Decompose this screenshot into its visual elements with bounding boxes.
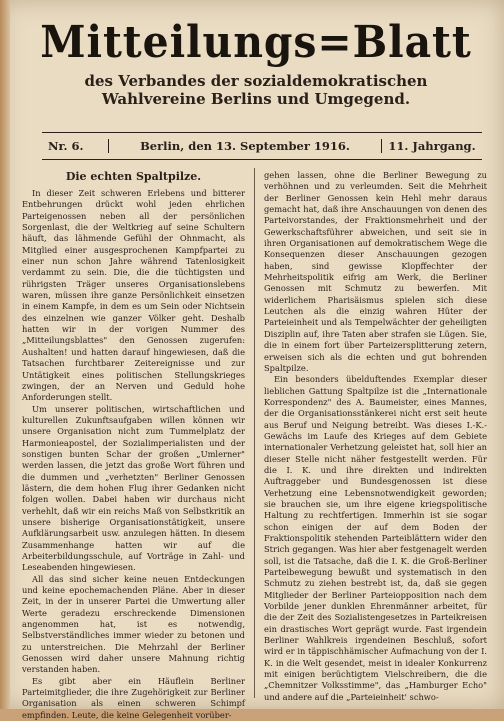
- masthead: [18, 18, 494, 108]
- issue-number: Nr. 6.: [48, 138, 84, 153]
- article-paragraph: In dieser Zeit schweren Erlebens und bitterer Entbehrungen drückt wohl jeden ehrlichen Parteigenossen neben all der persönlichen Sorgenlast, die der Weltkrieg auf seine Schultern häuft, das lähmende Gefühl der Ohnmacht, als Mitglied einer ausgesprochenen Kampfpartei zu einer nun schon Jahre während Tatenlosigkeit verdammt zu sein. Die, die die tüchtigsten und rührigsten Träger unseres Organisationslebens waren, müssen ihre ganze Persönlichkeit einsetzen in einem Kampfe, in dem es um Sein oder Nichtsein des einzelnen wie ganzer Völker geht. Deshalb hatten wir in der vorigen Nummer des „Mitteilungsblattes" den Genossen zugerufen: Aushalten! und hatten darauf hingewiesen, daß die Tatsachen furchtbarer Zeitereignisse und zur Untätigkeit eines politischen Stellungskrieges zwingen, der an Nerven und Geduld hohe Anforderungen stellt.: [22, 188, 245, 403]
- issue-bar-top-rule: [42, 132, 482, 133]
- issue-info-bar: [42, 135, 482, 156]
- issue-volume: 11. Jahrgang.: [388, 138, 476, 153]
- publisher-line-1: des Verbandes der sozialdemokratischen: [84, 72, 428, 90]
- column-divider: [254, 168, 255, 698]
- publisher-line-2: Wahlvereine Berlins und Umgegend.: [101, 90, 411, 108]
- article-paragraph: All das sind sicher keine neuen Entdeckungen und keine epochemachenden Pläne. Aber in dieser Zeit, in der in unserer Partei die Umwertung aller Werte geradezu erschreckende Dimensionen angenommen hat, ist es notwendig, Selbstverständliches immer wieder zu betonen und zu unterstreichen. Die Mehrzahl der Berliner Genossen wird daher unsere Mahnung richtig verstanden haben.: [22, 573, 245, 675]
- newsletter-title: Mitteilungs=Blatt: [40, 17, 472, 68]
- article-column-left: [22, 170, 245, 721]
- article-headline: Die echten Spaltpilze.: [65, 170, 202, 183]
- article-column-right: [264, 170, 487, 703]
- issue-place-date: Berlin, den 13. September 1916.: [108, 139, 382, 153]
- article-paragraph: gehen lassen, ohne die Berliner Bewegung zu verhöhnen und zu verleumden. Seit die Mehrheit der Berliner Genossen kein Hehl mehr daraus gemacht hat, daß ihre Anschauungen von denen des Parteivorstandes, der Fraktionsmehrheit und der Gewerkschaftsführer abweichen, und seit sie in ihren Organisationen auf demokratischem Wege die Konsequenzen dieser Anschauungen gezogen haben, sind gewisse Klopffechter der Mehrheitspolitik eifrig am Werk, die Berliner Genossen mit Schmutz zu bewerfen. Mit widerlichem Pharisäismus spielen sich diese Leutchen als die einzig wahren Hüter der Parteieinheit und als Tempelwächter der geheiligten Disziplin auf, ihre Taten aber strafen sie Lügen. Sie, die in einem fort über Parteizersplitterung zetern, erweisen sich als die echten und gut bohrenden Spaltpilze.: [264, 170, 487, 373]
- article-paragraph: Um unserer politischen, wirtschaftlichen und kulturellen Zukunftsaufgaben willen können wir unsere Organisation nicht zum Tummelplatz der Harmonieapostel, der Sozialimperialisten und der sonstigen bunten Schar der großen „Umlerner" werden lassen, die jetzt das große Wort führen und die dummen und „verhetzten" Berliner Genossen lästern, die dem hohen Flug ihrer Gedanken nicht folgen wollen. Dabei haben wir durchaus nicht verhehlt, daß wir ein reichs Maß von Selbstkritik an unsere bisherige Organisationstätigkeit, unsere Aufklärungsarbeit usw. anzulegen hätten. In diesem Zusammenhange hatten wir auf die Arbeiterbildungsschule, auf Vorträge in Zahl- und Leseabenden hingewiesen.: [22, 403, 245, 573]
- article-paragraph: Ein besonders übelduftendes Exemplar dieser lieblichen Gattung Spaltpilze ist die „Internationale Korrespondenz" des A. Baumeister, eines Mannes, der die Organisationsstänkerei nicht erst seit heute aus Beruf und Neigung betreibt. Was dieses I.-K.-Gewächs im Laufe des Krieges auf dem Gebiete internationaler Verhetzung geleistet hat, soll hier an dieser Stelle nicht näher festgestellt werden. Für die I. K. und ihre direkten und indirekten Auftraggeber und Bundesgenossen ist diese Verhetzung eine Lebensnotwendigkeit geworden; sie brauchen sie, um ihre eigene kriegspolitische Haltung zu rechtfertigen. Immerhin ist sie sogar schon einigen der auf dem Boden der Fraktionspolitik stehenden Parteiblättern wider den Strich gegangen. Was hier aber festgenagelt werden soll, ist die Tatsache, daß die I. K. die Groß-Berliner Parteibewegung bewußt und systematisch in den Schmutz zu ziehen bestrebt ist, da, daß sie gegen Mitglieder der Berliner Parteiopposition nach dem Vorbilde jener dunklen Ehrenmänner arbeitet, für die der Zeit des Sozialistengesetzes in Parteikreisen ein drastisches Wort geprägt wurde. Fast irgendein Berliner Wahlkreis irgendeinen Beschluß, sofort wird er in täppischhämischer Aufmachung von der I. K. in die Welt gesendet, meist in idealer Konkurrenz mit einigen berüchtigtem Vielschreibern, die die „Chemnitzer Volksstimme", das „Hamburger Echo" und andere auf die „Parteieinheit' schwo-: [264, 374, 487, 702]
- binding-edge: [0, 0, 10, 709]
- article-paragraph: Es gibt aber ein Häuflein Berliner Parteimitglieder, die ihre Zugehörigkeit zur Berliner Organisation als einen schweren Schimpf empfinden. Leute, die keine Gelegenheit vorüber-: [22, 675, 245, 720]
- issue-bar-bottom-rule: [42, 159, 482, 160]
